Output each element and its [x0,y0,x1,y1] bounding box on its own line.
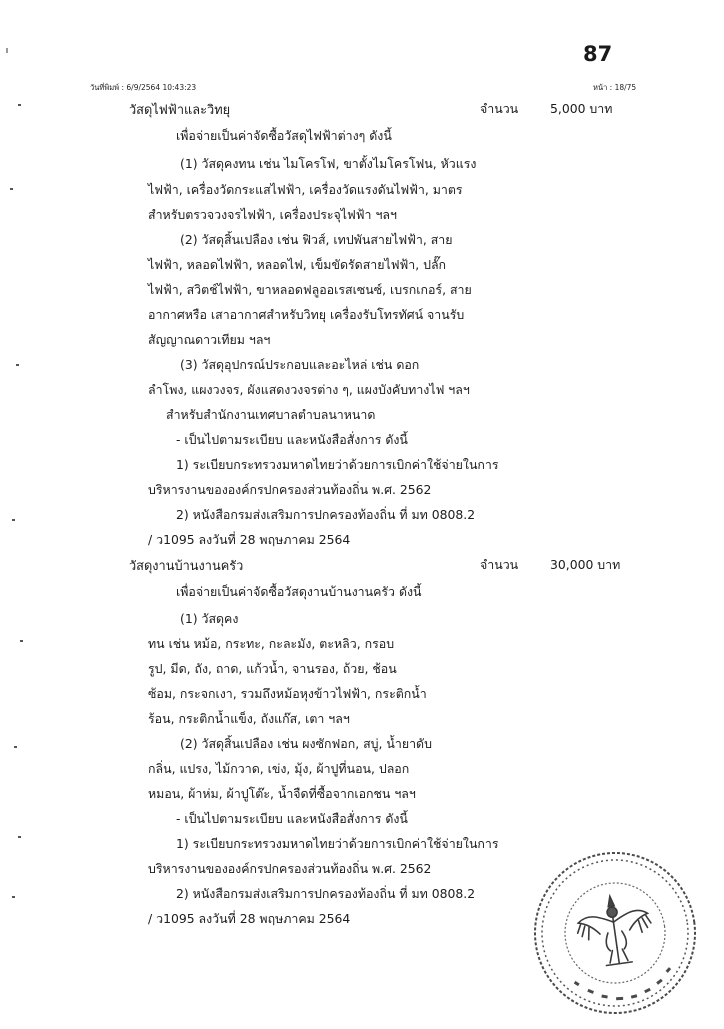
body-line: (1) วัสดุคง [180,611,239,626]
page-number: 87 [583,42,613,66]
scan-speck [14,746,17,748]
body-line: ร้อน, กระติกน้ำแข็ง, ถังแก๊ส, เตา ฯลฯ [148,711,350,726]
qty-label: จำนวน [480,101,519,116]
body-line: รูป, มีด, ถัง, ถาด, แก้วน้ำ, จานรอง, ถ้วย, ช้อน [148,661,397,676]
section-title-household: วัสดุงานบ้านงานครัว [129,559,244,574]
body-line: ทน เช่น หม้อ, กระทะ, กะละมัง, ตะหลิว, กรอบ [148,636,395,651]
body-line: สัญญาณดาวเทียม ฯลฯ [148,332,271,347]
body-line: บริหารงานขององค์กรปกครองส่วนท้องถิ่น พ.ศ. 2562 [148,861,432,876]
scan-speck [18,104,21,106]
body-line: สำหรับสำนักงานเทศบาลตำบลนาหนาด [166,407,376,422]
body-line: ลำโพง, แผงวงจร, ผังแสดงวงจรต่าง ๆ, แผงบังคับทางไฟ ฯลฯ [148,382,470,397]
print-date: วันที่พิมพ์ : 6/9/2564 10:43:23 [90,83,197,92]
scan-speck [16,364,19,366]
body-line: (2) วัสดุสิ้นเปลือง เช่น ฟิวส์, เทปพันสายไฟฟ้า, สาย [180,232,453,247]
body-line: ซ้อม, กระจกเงา, รวมถึงหม้อหุงข้าวไฟฟ้า, กระติกน้ำ [148,686,427,701]
scan-speck [6,48,8,53]
body-line: (2) วัสดุสิ้นเปลือง เช่น ผงซักฟอก, สบู่, น้ำยาดับ [180,736,432,751]
garuda-seal-icon [530,848,700,1018]
scan-speck [18,836,21,838]
page-index: หน้า : 18/75 [593,83,637,92]
body-line: / ว1095 ลงวันที่ 28 พฤษภาคม 2564 [148,911,351,926]
body-line: 2) หนังสือกรมส่งเสริมการปกครองท้องถิ่น ที่ มท 0808.2 [176,886,476,901]
body-line: ไฟฟ้า, เครื่องวัดกระแสไฟฟ้า, เครื่องวัดแรงดันไฟฟ้า, มาตร [148,182,463,197]
body-line: 1) ระเบียบกระทรวงมหาดไทยว่าด้วยการเบิกค่าใช้จ่ายในการ [176,457,499,472]
body-line: (1) วัสดุคงทน เช่น ไมโครโฟ, ขาตั้งไมโครโฟน, หัวแรง [180,156,477,171]
body-line: (3) วัสดุอุปกรณ์ประกอบและอะไหล่ เช่น ดอก [180,357,420,372]
body-line: บริหารงานขององค์กรปกครองส่วนท้องถิ่น พ.ศ. 2562 [148,482,432,497]
section-title-electrical: วัสดุไฟฟ้าและวิทยุ [129,103,231,118]
body-line: 2) หนังสือกรมส่งเสริมการปกครองท้องถิ่น ที่ มท 0808.2 [176,507,476,522]
body-line: - เป็นไปตามระเบียบ และหนังสือสั่งการ ดังนี้ [176,811,408,826]
body-line: หมอน, ผ้าห่ม, ผ้าปูโต๊ะ, น้ำจืดที่ซื้อจากเอกชน ฯลฯ [148,786,416,801]
body-line: เพื่อจ่ายเป็นค่าจัดซื้อวัสดุไฟฟ้าต่างๆ ดังนี้ [176,128,392,143]
scan-speck [12,896,15,898]
body-line: ไฟฟ้า, สวิตช์ไฟฟ้า, ขาหลอดฟลูออเรสเซนซ์, เบรกเกอร์, สาย [148,282,472,297]
body-line: กลิ่น, แปรง, ไม้กวาด, เข่ง, มุ้ง, ผ้าปูที่นอน, ปลอก [148,761,410,776]
scan-speck [12,519,15,521]
body-line: / ว1095 ลงวันที่ 28 พฤษภาคม 2564 [148,532,351,547]
amount: 5,000 บาท [550,101,613,116]
body-line: ไฟฟ้า, หลอดไฟฟ้า, หลอดไฟ, เข็มขัดรัดสายไฟฟ้า, ปลั๊ก [148,257,447,272]
qty-label: จำนวน [480,557,519,572]
amount: 30,000 บาท [550,557,621,572]
body-line: เพื่อจ่ายเป็นค่าจัดซื้อวัสดุงานบ้านงานครัว ดังนี้ [176,584,422,599]
scan-speck [20,640,23,642]
body-line: สำหรับตรวจวงจรไฟฟ้า, เครื่องประจุไฟฟ้า ฯลฯ [148,207,397,222]
scan-speck [10,188,13,190]
body-line: อากาศหรือ เสาอากาศสำหรับวิทยุ เครื่องรับโทรทัศน์ จานรับ [148,307,465,322]
body-line: - เป็นไปตามระเบียบ และหนังสือสั่งการ ดังนี้ [176,432,408,447]
body-line: 1) ระเบียบกระทรวงมหาดไทยว่าด้วยการเบิกค่าใช้จ่ายในการ [176,836,499,851]
